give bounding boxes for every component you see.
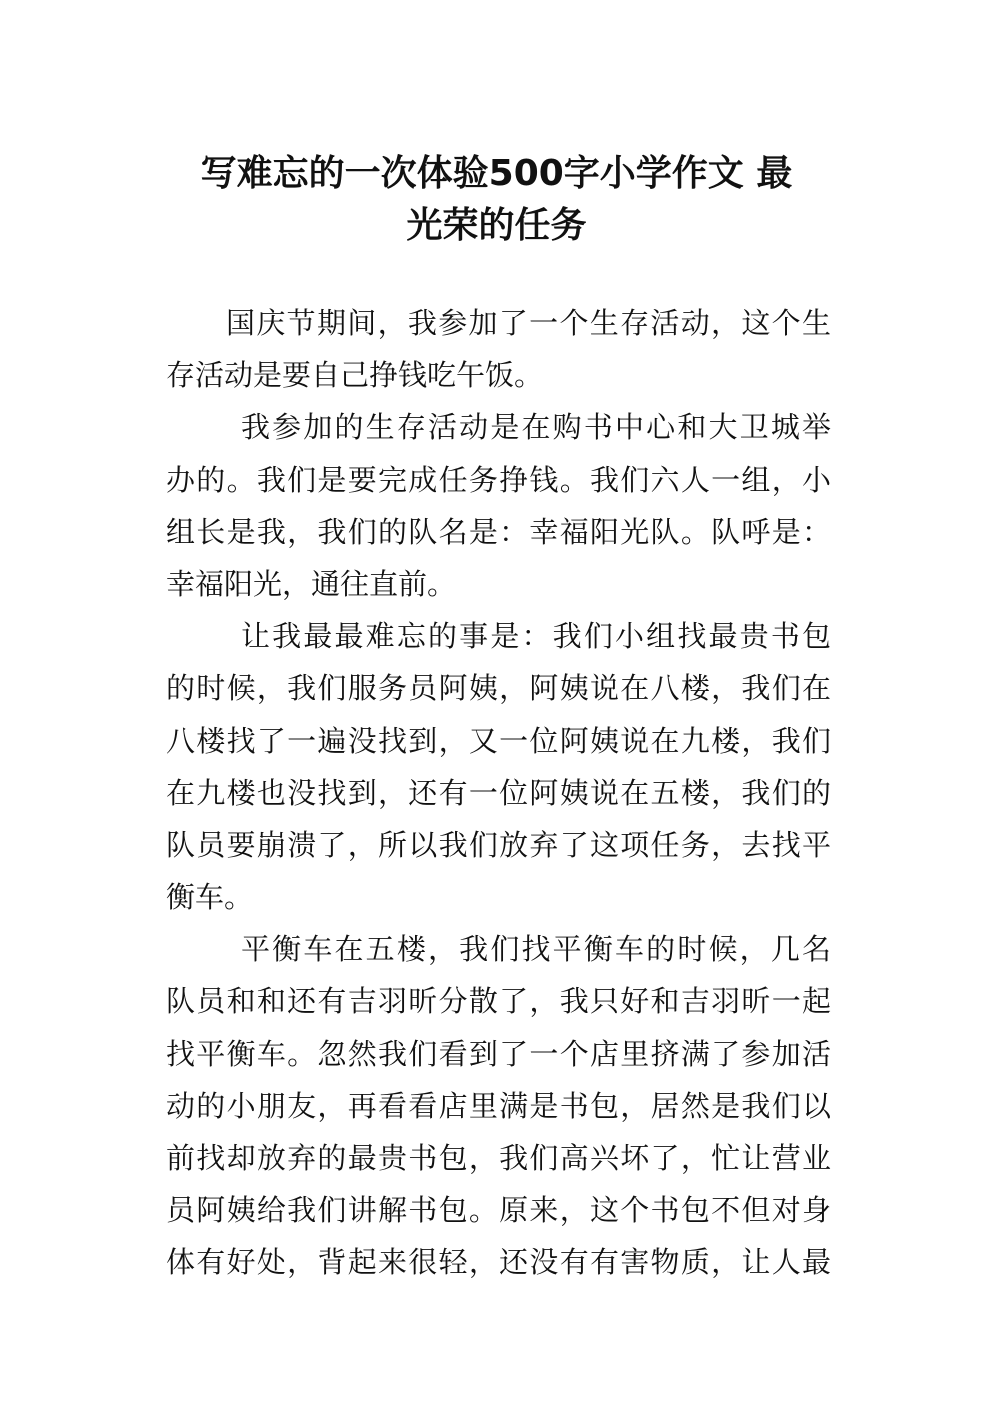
paragraph-line: 员阿姨给我们讲解书包。原来，这个书包不但对身	[166, 1193, 831, 1228]
paragraph-line: 我参加的生存活动是在购书中心和大卫城举	[241, 410, 831, 445]
paragraph-line: 衡车。	[166, 880, 254, 915]
paragraph-line: 八楼找了一遍没找到，又一位阿姨说在九楼，我们	[166, 723, 831, 758]
paragraph-3	[166, 610, 831, 923]
paragraph-line: 体有好处，背起来很轻，还没有有害物质，让人最	[166, 1245, 831, 1280]
paragraph-line: 幸福阳光，通往直前。	[166, 566, 457, 601]
paragraph-line: 队员要崩溃了，所以我们放弃了这项任务，去找平	[166, 827, 831, 862]
title-line-1: 写难忘的一次体验500字小学作文 最	[200, 153, 793, 195]
document-title	[160, 148, 833, 252]
document-body	[166, 297, 831, 1289]
title-line-2: 光荣的任务	[406, 205, 587, 247]
paragraph-line: 找平衡车。忽然我们看到了一个店里挤满了参加活	[166, 1036, 831, 1071]
paragraph-line: 队员和和还有吉羽昕分散了，我只好和吉羽昕一起	[166, 984, 831, 1019]
paragraph-line: 动的小朋友，再看看店里满是书包，居然是我们以	[166, 1088, 831, 1123]
paragraph-line: 前找却放弃的最贵书包，我们高兴坏了，忙让营业	[166, 1141, 831, 1175]
paragraph-line: 的时候，我们服务员阿姨，阿姨说在八楼，我们在	[166, 671, 831, 706]
paragraph-line: 平衡车在五楼，我们找平衡车的时候，几名	[241, 932, 831, 967]
paragraph-line: 办的。我们是要完成任务挣钱。我们六人一组，小	[166, 462, 831, 497]
paragraph-4	[166, 923, 831, 1288]
paragraph-line: 组长是我，我们的队名是：幸福阳光队。队呼是：	[166, 514, 831, 549]
paragraph-line: 在九楼也没找到，还有一位阿姨说在五楼，我们的	[166, 775, 831, 810]
paragraph-line: 国庆节期间，我参加了一个生存活动，这个生	[226, 306, 831, 340]
paragraph-1	[166, 297, 831, 401]
paragraph-line: 让我最最难忘的事是：我们小组找最贵书包	[241, 619, 831, 654]
paragraph-line: 存活动是要自己挣钱吃午饭。	[166, 358, 544, 393]
paragraph-2	[166, 401, 831, 610]
